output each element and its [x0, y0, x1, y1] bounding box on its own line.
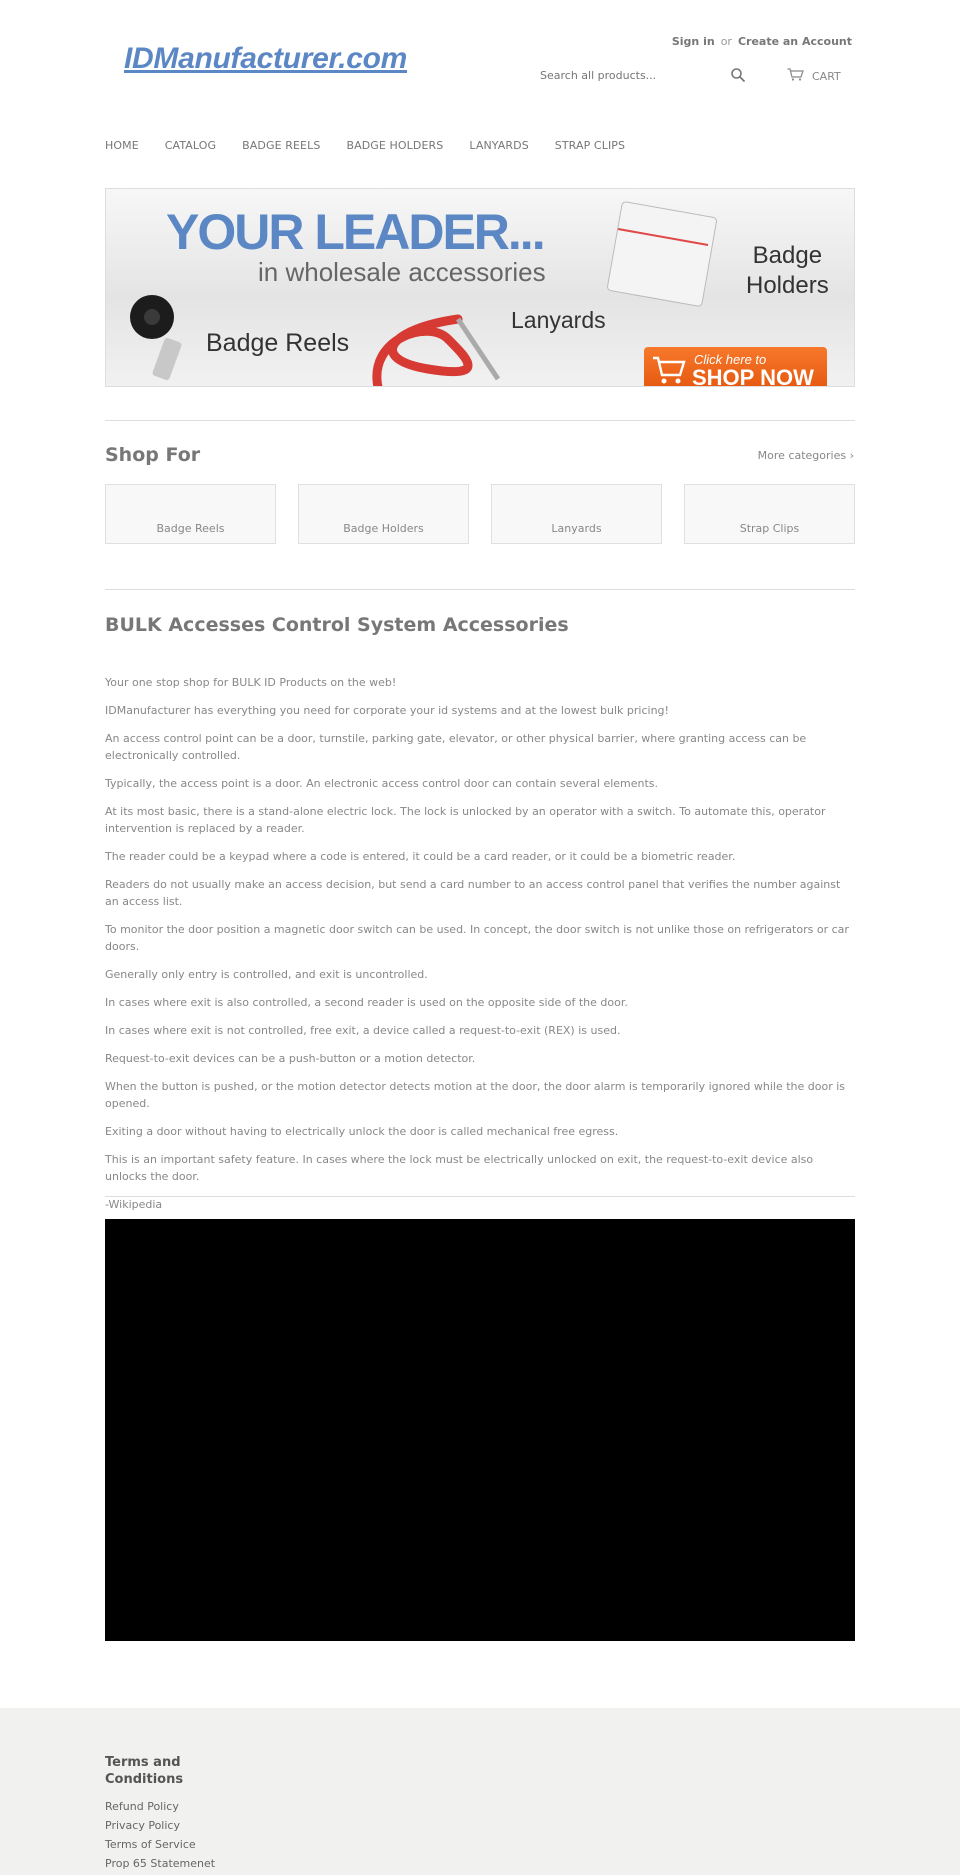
sign-in-link[interactable]: Sign in	[671, 35, 715, 48]
article-paragraph: To monitor the door position a magnetic door switch can be used. In concept, the door switch is not unlike those on refrigerators or car doors.	[105, 923, 849, 953]
article-title: BULK Accesses Control System Accessories	[105, 614, 569, 636]
footer-links	[105, 1797, 215, 1873]
video-player[interactable]	[105, 1219, 855, 1641]
divider	[105, 1196, 855, 1197]
article-paragraph: Readers do not usually make an access decision, but send a card number to an access control panel that verifies the number against an access list.	[105, 878, 841, 908]
article-paragraph: Request-to-exit devices can be a push-button or a motion detector.	[105, 1052, 476, 1065]
article-paragraph: At its most basic, there is a stand-alone electric lock. The lock is unlocked by an operator with a switch. To automate this, operator intervention is replaced by a reader.	[105, 805, 826, 835]
article-source: -Wikipedia	[105, 1198, 163, 1211]
footer-link-refund-policy[interactable]: Refund Policy	[105, 1800, 179, 1813]
main-nav	[105, 139, 651, 152]
cart-label: CART	[812, 69, 841, 83]
banner-title: YOUR LEADER...	[166, 204, 544, 260]
footer-heading: Terms and Conditions	[105, 1755, 184, 1787]
banner-label-reels: Badge Reels	[206, 329, 350, 357]
article-paragraph: Typically, the access point is a door. An electronic access control door can contain several elements.	[105, 777, 659, 790]
article-paragraph: When the button is pushed, or the motion detector detects motion at the door, the door alarm is temporarily ignored while the door is opened.	[105, 1080, 846, 1110]
banner-label-holders	[746, 241, 829, 301]
divider	[105, 589, 855, 590]
create-account-link[interactable]: Create an Account	[737, 35, 852, 48]
nav-lanyards[interactable]: LANYARDS	[469, 139, 529, 152]
category-label: Badge Reels	[156, 522, 225, 535]
nav-badge-holders[interactable]: BADGE HOLDERS	[346, 139, 444, 152]
shopping-cart-icon	[652, 355, 686, 385]
badge-reel-illustration	[128, 289, 198, 387]
banner-label-holders-line1: Badge	[752, 242, 823, 269]
site-footer	[0, 1708, 960, 1875]
or-text: or	[720, 35, 732, 48]
search-icon[interactable]	[730, 67, 746, 83]
cart-link[interactable]	[787, 68, 841, 84]
more-categories-link[interactable]: More categories ›	[757, 449, 854, 462]
article-body	[105, 674, 855, 1224]
category-label: Strap Clips	[739, 522, 800, 535]
footer-link-terms-of-service[interactable]: Terms of Service	[105, 1838, 196, 1851]
shop-now-big: SHOP NOW	[692, 365, 814, 387]
category-tile-strap-clips[interactable]	[684, 484, 855, 544]
shop-now-button[interactable]	[644, 347, 827, 387]
article-paragraph: An access control point can be a door, turnstile, parking gate, elevator, or other physical barrier, where granting access can be electronically controlled.	[105, 732, 807, 762]
nav-home[interactable]: HOME	[105, 139, 139, 152]
search-form	[532, 62, 752, 88]
hero-banner[interactable]	[105, 188, 855, 387]
banner-label-holders-line2: Holders	[746, 272, 829, 299]
article-paragraph: Exiting a door without having to electrically unlock the door is called mechanical free egress.	[105, 1125, 619, 1138]
article-paragraph: This is an important safety feature. In cases where the lock must be electrically unlocked on exit, the request-to-exit device also unlocks the door.	[105, 1153, 814, 1183]
footer-link-privacy-policy[interactable]: Privacy Policy	[105, 1819, 180, 1832]
site-logo[interactable]: IDManufacturer.com	[124, 42, 407, 75]
article-paragraph: Generally only entry is controlled, and exit is uncontrolled.	[105, 968, 428, 981]
nav-badge-reels[interactable]: BADGE REELS	[242, 139, 321, 152]
shop-for-title: Shop For	[105, 444, 201, 466]
article-paragraph: The reader could be a keypad where a code is entered, it could be a card reader, or it could be a biometric reader.	[105, 850, 736, 863]
badge-holder-illustration	[596, 197, 726, 315]
banner-label-lanyards: Lanyards	[511, 307, 606, 333]
footer-link-prop-65[interactable]: Prop 65 Statemenet	[105, 1857, 216, 1870]
nav-strap-clips[interactable]: STRAP CLIPS	[554, 139, 626, 152]
category-tiles	[105, 484, 855, 544]
category-tile-lanyards[interactable]	[491, 484, 662, 544]
article-paragraph: IDManufacturer has everything you need for corporate your id systems and at the lowest bulk pricing!	[105, 704, 669, 717]
category-tile-badge-holders[interactable]	[298, 484, 469, 544]
account-links	[672, 35, 852, 48]
cart-icon	[787, 68, 804, 84]
category-tile-badge-reels[interactable]	[105, 484, 276, 544]
article-paragraph: In cases where exit is also controlled, a second reader is used on the opposite side of the door.	[105, 996, 628, 1009]
category-label: Badge Holders	[343, 522, 424, 535]
search-input[interactable]	[532, 62, 722, 88]
shop-now-small: Click here to	[694, 352, 767, 367]
article-paragraph: Your one stop shop for BULK ID Products on the web!	[105, 676, 397, 689]
category-label: Lanyards	[551, 522, 602, 535]
nav-catalog[interactable]: CATALOG	[164, 139, 217, 152]
banner-subtitle: in wholesale accessories	[258, 257, 546, 287]
divider	[105, 420, 855, 421]
article-paragraph: In cases where exit is not controlled, free exit, a device called a request-to-exit (REX) is used.	[105, 1024, 621, 1037]
lanyard-illustration	[368, 299, 528, 387]
